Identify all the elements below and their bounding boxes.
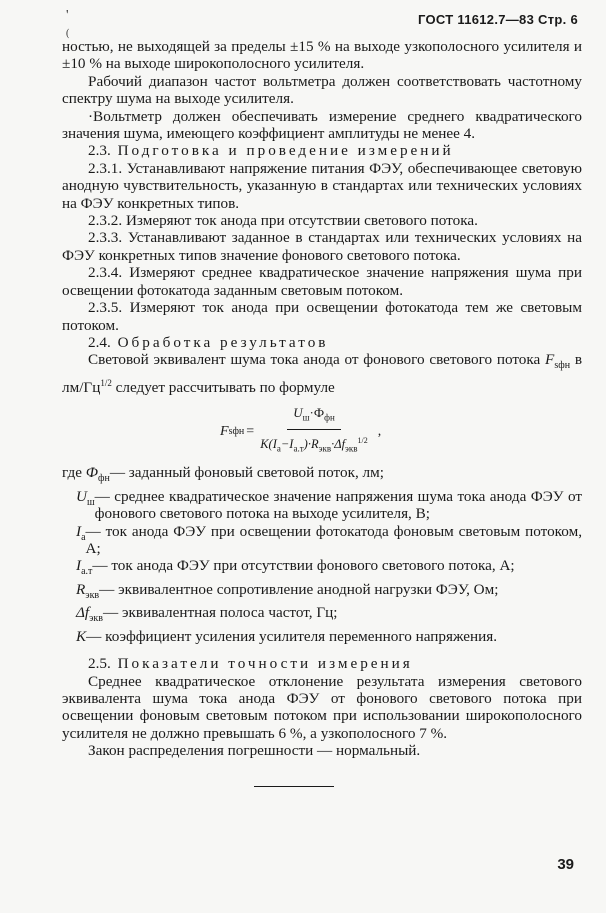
legend-symbol: $I_а$ xyxy=(76,522,86,543)
legend-description: — эквивалентное сопротивление анодной нагрузки ФЭУ, Ом; xyxy=(99,580,499,598)
legend-description: — ток анода ФЭУ при освещении фотокатода фоновым световым потоком, А; xyxy=(85,522,582,557)
page-header xyxy=(418,12,578,27)
scan-mark-top: ' xyxy=(66,8,69,23)
paragraph-continuation: ностью, не выходящей за пределы ±15 % на выходе узкополосного усилителя и ±10 % на выходе широкополосного усилителя. xyxy=(62,38,582,73)
item-2-3-5: 2.3.5. Измеряют ток анода при освещении фотокатода тем же световым потоком. xyxy=(62,299,582,334)
formula-fraction xyxy=(260,404,368,458)
legend-item xyxy=(62,488,582,523)
section-heading-2-3: 2.3. Подготовка и проведение измерений xyxy=(88,142,454,160)
page-number: 39 xyxy=(557,856,574,873)
legend-description: — эквивалентная полоса частот, Гц; xyxy=(103,604,338,622)
item-2-3-2: 2.3.2. Измеряют ток анода при отсутствии светового потока. xyxy=(88,212,478,230)
legend-symbol: $R_{экв}$ xyxy=(76,580,100,601)
legend-symbol: $U_ш$ xyxy=(76,487,95,508)
end-rule xyxy=(254,786,334,787)
legend-item xyxy=(62,581,582,604)
page-reference: Стр. 6 xyxy=(538,12,578,27)
document-body xyxy=(62,38,582,787)
legend-item xyxy=(62,557,582,580)
legend-symbol: $I_{а.т}$ xyxy=(76,557,93,578)
legend-description: — среднее квадратическое значение напряжения шума тока анода ФЭУ от фонового светового потока на выходе усилителя, В; xyxy=(94,487,582,523)
scan-mark-left: ( xyxy=(66,28,70,39)
paragraph-voltmeter: ·Вольтметр должен обеспечивать измерение среднего квадратического значения шума, имеющего коэффициент амплитуды не менее 4. xyxy=(62,107,582,143)
standard-number: ГОСТ 11612.7—83 xyxy=(417,12,535,27)
legend-item xyxy=(62,604,582,627)
legend-description: — коэффициент усиления усилителя переменного напряжения. xyxy=(86,627,498,645)
legend-item xyxy=(62,628,582,651)
formula-block: F sфн = $\frac{U_ш\cdot Ф_{фн}}{K(I_а-I_{а.т})\cdot R_{экв}\cdot\Delta f_{экв}^{1/2}}$ , xyxy=(220,404,582,458)
legend-description: — заданный фоновый световой поток, лм; xyxy=(109,464,384,482)
legend-symbol: где $Ф_{фн}$ xyxy=(62,464,110,485)
item-2-3-3: 2.3.3. Устанавливают заданное в стандартах или технических условиях на ФЭУ конкретных типов значение фонового светового потока. xyxy=(62,229,582,264)
item-2-3-1: 2.3.1. Устанавливают напряжение питания ФЭУ, обеспечивающее световую анодную чувствительность, указанную в стандартах или технических условиях на ФЭУ конкретных типов. xyxy=(62,159,582,212)
item-2-3-4: 2.3.4. Измеряют среднее квадратическое значение напряжения шума при освещении фотокатода заданным световым потоком. xyxy=(62,264,582,299)
legend-item xyxy=(62,523,582,558)
paragraph-frequency-range: Рабочий диапазон частот вольтметра должен соответствовать частотному спектру шума на выходе усилителя. xyxy=(62,72,582,108)
legend-description: — ток анода ФЭУ при отсутствии фонового светового потока, А; xyxy=(92,557,515,575)
section-heading-2-4: 2.4. Обработка результатов xyxy=(88,333,329,351)
formula-numerator: $U_ш\cdot Ф_{фн}$ xyxy=(287,404,341,430)
paragraph-error-law: Закон распределения погрешности — нормальный. xyxy=(88,742,421,760)
legend-symbol: K xyxy=(76,627,87,645)
section-heading-2-5: 2.5. Показатели точности измерения xyxy=(88,655,413,673)
paragraph-accuracy: Среднее квадратическое отклонение результата измерения светового эквивалента шума тока анода ФЭУ от фонового светового потока при освещении фоновым световым потоком при использовании широкополосного усилителя не должно превышать 6 %, а узкополосного 7 %. xyxy=(62,672,582,742)
formula-denominator: $K(I_а-I_{а.т})\cdot R_{экв}\cdot\Delta f_{экв}^{1/2}$ xyxy=(260,436,368,454)
paragraph-formula-intro: Световой эквивалент шума тока анода от фонового светового потока $F_{sфн}$ в $лм/Гц^{1/2}$ следует рассчитывать по формуле xyxy=(62,351,583,396)
legend-symbol: $\Delta f_{экв}$ xyxy=(76,604,104,625)
legend-item xyxy=(62,464,582,487)
formula-legend xyxy=(62,464,582,651)
